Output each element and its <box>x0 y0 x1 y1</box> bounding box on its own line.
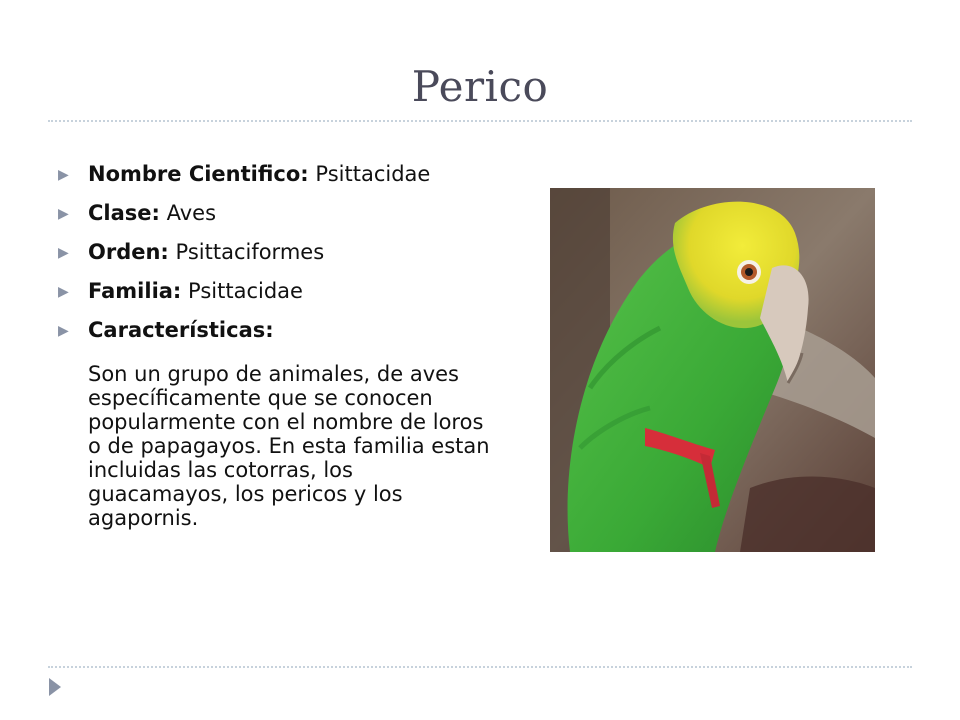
triangle-right-icon: ▶ <box>58 323 69 339</box>
item-label: Orden: <box>88 240 169 264</box>
list-item <box>58 162 498 187</box>
slide-title: Perico <box>411 62 549 111</box>
list-item <box>58 279 498 304</box>
title-divider <box>48 120 912 122</box>
bullet-list <box>58 162 498 544</box>
item-label: Características: <box>88 318 274 342</box>
list-item <box>58 201 498 226</box>
triangle-right-icon: ▶ <box>58 284 69 300</box>
triangle-right-icon: ▶ <box>58 206 69 222</box>
item-value: Psittacidae <box>188 279 303 303</box>
item-value: Aves <box>166 201 217 225</box>
item-value: Psittacidae <box>315 162 431 186</box>
footer-divider <box>48 666 912 668</box>
play-arrow-icon <box>48 677 62 701</box>
triangle-right-icon: ▶ <box>58 167 69 183</box>
list-item <box>58 318 498 530</box>
triangle-right-icon: ▶ <box>58 245 69 261</box>
item-label: Nombre Cientifico: <box>88 162 309 186</box>
list-item <box>58 240 498 265</box>
item-label: Clase: <box>88 201 160 225</box>
item-value: Psittaciformes <box>175 240 325 264</box>
description-text: Son un grupo de animales, de aves específicamente que se conocen popularmente con el nombre de loros o de papagayos. En esta familia estan incluidas las cotorras, los guacamayos, los pericos y los agapornis. <box>88 362 490 530</box>
parrot-photo <box>550 188 875 552</box>
item-label: Familia: <box>88 279 182 303</box>
